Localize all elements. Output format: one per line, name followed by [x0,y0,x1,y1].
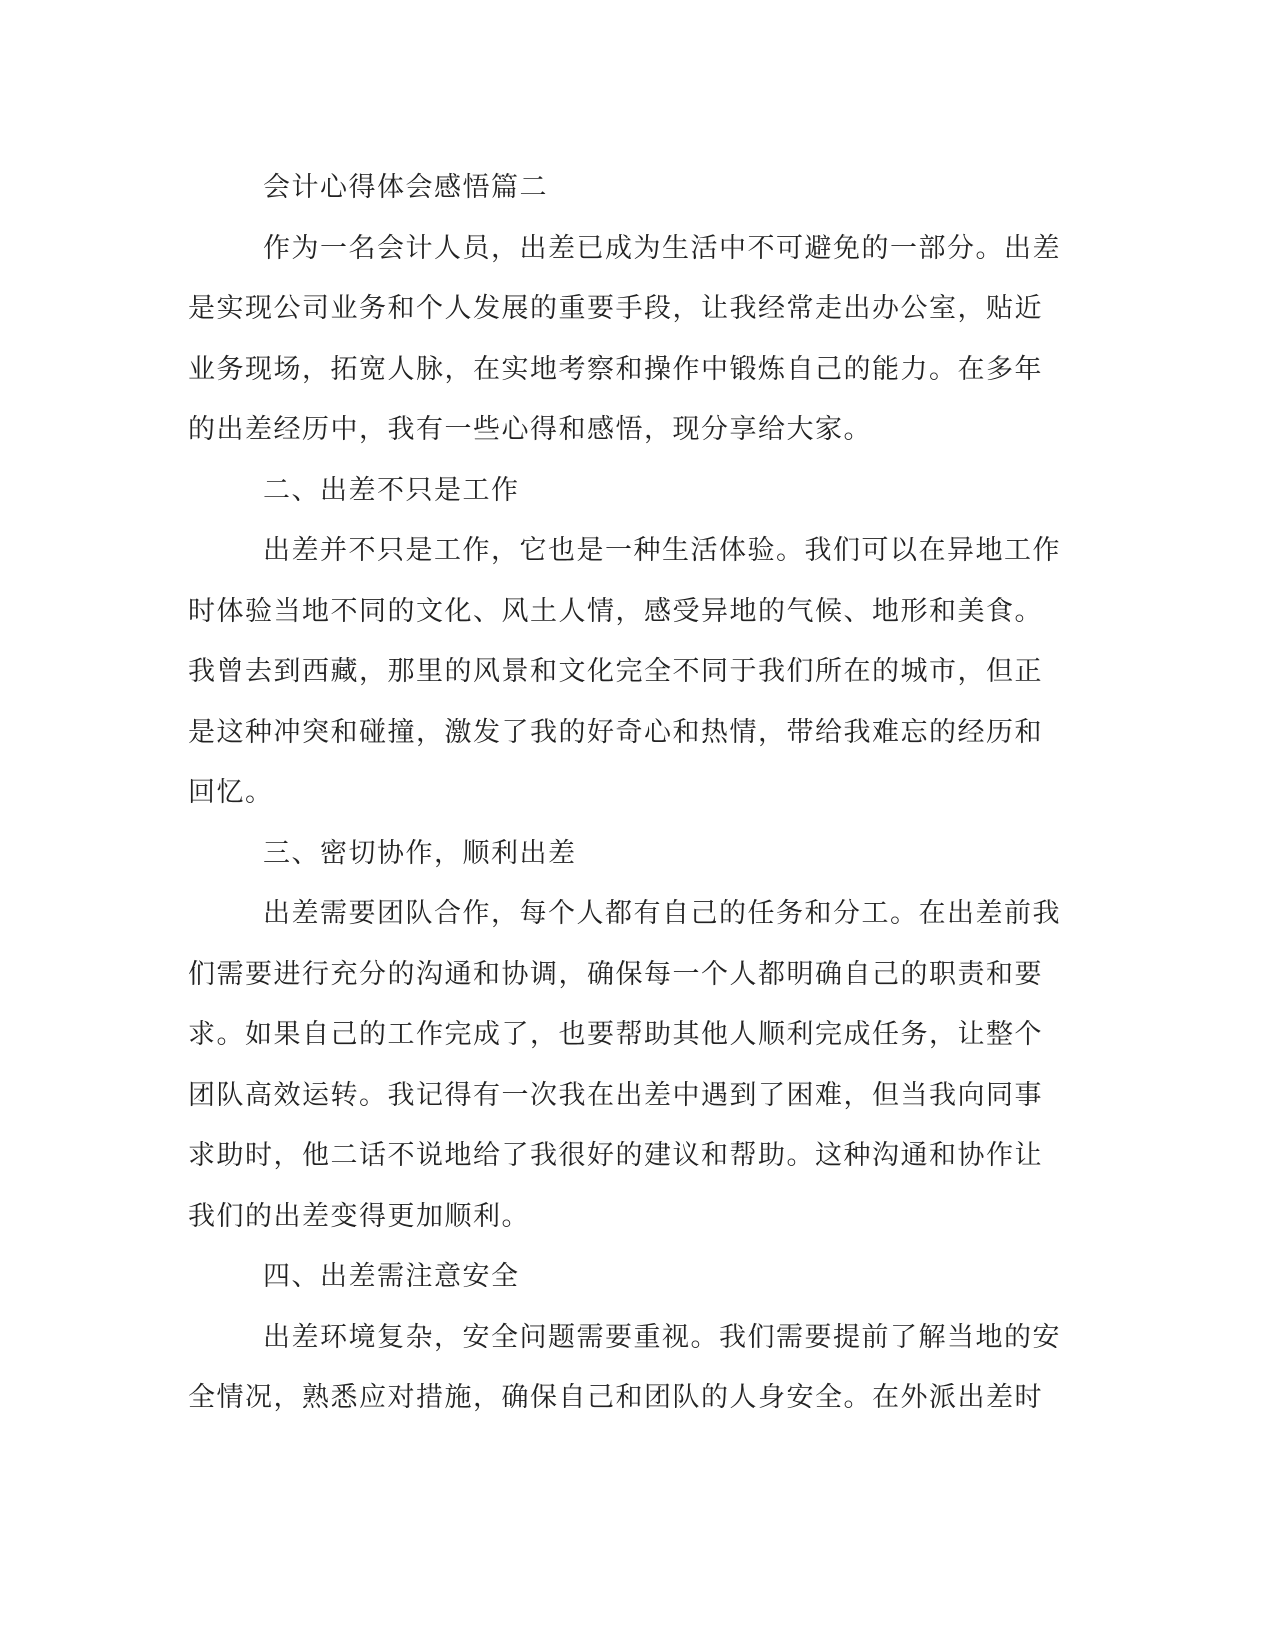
text-line: 团队高效运转。我记得有一次我在出差中遇到了困难，但当我向同事 [188,1079,1043,1111]
text-line: 是这种冲突和碰撞，激发了我的好奇心和热情，带给我难忘的经历和 [188,716,1043,748]
document-title: 会计心得体会感悟篇二 [263,172,548,203]
text-line: 业务现场，拓宽人脉，在实地考察和操作中锻炼自己的能力。在多年 [188,353,1043,385]
text-line: 作为一名会计人员，出差已成为生活中不可避免的一部分。出差 [263,232,1061,264]
text-line: 全情况，熟悉应对措施，确保自己和团队的人身安全。在外派出差时 [188,1382,1043,1413]
text-line: 我曾去到西藏，那里的风景和文化完全不同于我们所在的城市，但正 [188,656,1043,687]
text-line: 我们的出差变得更加顺利。 [188,1200,530,1232]
text-line: 时体验当地不同的文化、风土人情，感受异地的气候、地形和美食。 [188,595,1043,627]
text-line: 三、密切协作，顺利出差 [263,837,577,869]
text-line: 是实现公司业务和个人发展的重要手段，让我经常走出办公室，贴近 [188,293,1043,324]
text-line: 出差并不只是工作，它也是一种生活体验。我们可以在异地工作 [263,535,1061,566]
text-line: 们需要进行充分的沟通和协调，确保每一个人都明确自己的职责和要 [188,958,1043,990]
text-line: 二、出差不只是工作 [263,474,520,506]
text-line: 四、出差需注意安全 [263,1261,520,1292]
text-line: 出差环境复杂，安全问题需要重视。我们需要提前了解当地的安 [263,1321,1061,1353]
text-line: 求。如果自己的工作完成了，也要帮助其他人顺利完成任务，让整个 [188,1019,1043,1050]
text-line: 求助时，他二话不说地给了我很好的建议和帮助。这种沟通和协作让 [188,1140,1043,1171]
text-line: 的出差经历中，我有一些心得和感悟，现分享给大家。 [188,414,872,445]
document-body [188,219,1080,1429]
document-page [188,158,1080,1429]
text-line: 回忆。 [188,777,274,808]
text-line: 出差需要团队合作，每个人都有自己的任务和分工。在出差前我 [263,898,1061,929]
